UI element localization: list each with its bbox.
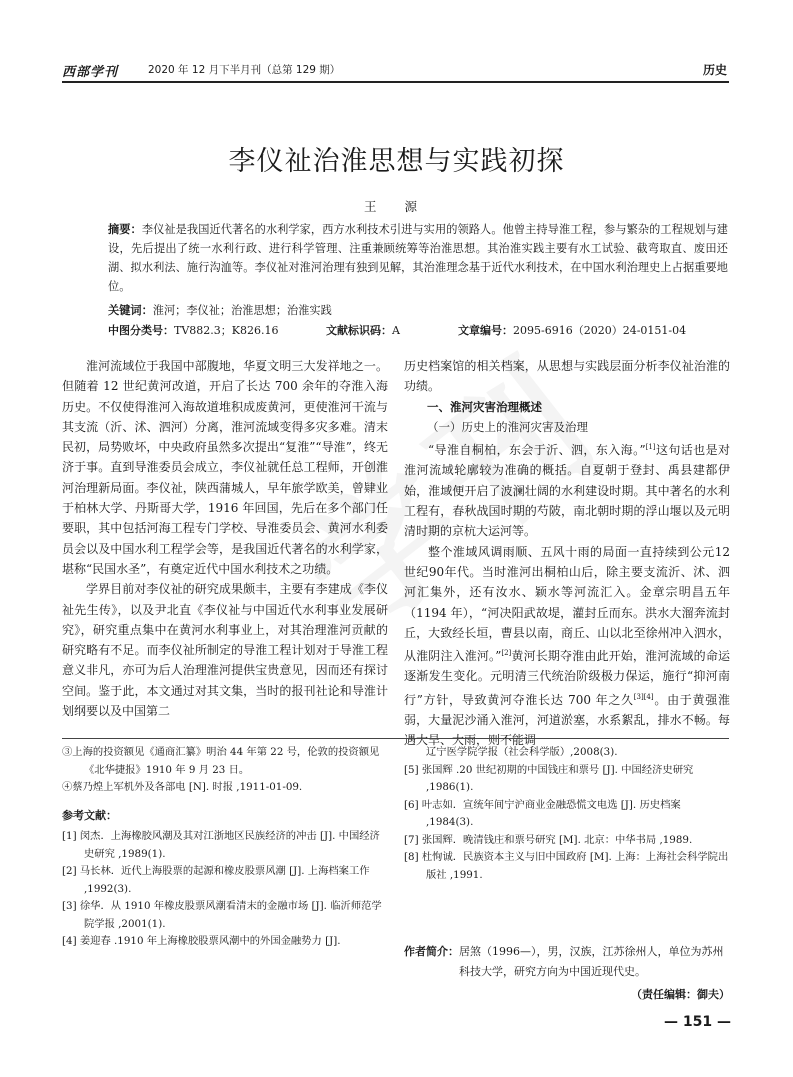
paragraph-text: 。由于黄强淮弱，大量泥沙涌入淮河，河道淤塞，水系絮乱，排水不畅。每遇大旱、大雨，则不能调 — [404, 692, 730, 748]
class-value: TV882.3；K826.16 — [174, 324, 279, 337]
section-name: 历史 — [702, 63, 727, 77]
reference-item: [5] 张国辉 .20 世纪初期的中国钱庄和票号 [J]. 中国经济史研究 ,1986(1). — [404, 763, 694, 793]
page-number: — 151 — — [664, 1014, 731, 1030]
article-title: 李仪祉治淮思想与实践初探 — [228, 146, 565, 177]
responsible-editor: （责任编辑：御夫） — [631, 988, 730, 1001]
journal-logo: 西部学刊 — [62, 65, 119, 80]
footnote-item: ③上海的投资额见《通商汇纂》明治 44 年第 22 号，伦敦的投资额见《北华捷报》1910 年 9 月 23 日。 — [62, 746, 380, 776]
body-paragraph — [404, 542, 730, 751]
reference-item: [7] 张国辉．晚清钱庄和票号研究 [M]. 北京：中华书局 ,1989. — [404, 833, 693, 846]
keywords-text: 淮河；李仪祉；治淮思想；治淮实践 — [152, 304, 332, 317]
quote-text: “导淮自桐柏，东会于沂、泗，东入海。” — [428, 443, 646, 458]
footnotes-left — [62, 744, 388, 951]
reference-item: [8] 杜恂诚．民族资本主义与旧中国政府 [M]. 上海：上海社会科学院出版社 ,1991. — [404, 851, 729, 881]
abstract-text: 李仪祉是我国近代著名的水利学家，西方水利技术引进与实用的领路人。他曾主持导淮工程，参与繁杂的工程规划与建设，先后提出了统一水利行政、进行科学管理、注重兼顾统筹等治淮思想。其治淮实践主要有水工试验、截弯取直、废田还湖、拟水利法、施行沟洫等。李仪祉对淮河治理有独到见解，其治淮理念基于近代水利技术，在中国水利治理史上占据重要地位。 — [108, 223, 728, 293]
bio-label: 作者简介： — [404, 945, 459, 958]
body-paragraph: 淮河流域位于我国中部腹地，华夏文明三大发祥地之一。但随着 12 世纪黄河改道，开启了长达 700 余年的夺淮入海历史。不仅使得淮河入海故道堆积成废黄河，更使淮河干流与其支流（沂、沭、泗河）分离，淮河流域变得多灾多难。清末民初，局势败坏，中央政府虽然多次提出“复淮”“导淮”，终无济于事。直到导淮委员会成立，李仪祉就任总工程师，开创淮河治理新局面。李仪祉，陕西蒲城人，早年旅学欧美，曾肄业于柏林大学、丹斯哥大学，1916 年回国，先后在多个部门任要职，其中包括河海工程专门学校、导淮委员会、黄河水利委员会以及中国水利工程学会等，是我国近代著名的水利学家，堪称“民国水圣”，有奠定近代中国水利技术之功绩。 — [62, 359, 388, 576]
abstract — [108, 220, 728, 296]
reference-item: [6] 叶志如．宣统年间宁沪商业金融恐慌文电选 [J]. 历史档案 ,1984(3). — [404, 798, 681, 828]
body-column-left — [62, 356, 388, 721]
articleno-label: 文章编号： — [458, 324, 513, 337]
references-right — [404, 744, 730, 884]
reference-item: [4] 姜迎春 .1910 年上海橡胶股票风潮中的外国金融势力 [J]. — [62, 935, 341, 947]
reference-item: [1] 闵杰．上海橡胶风潮及其对江浙地区民族经济的冲击 [J]. 中国经济史研究 ,1989(1). — [62, 830, 380, 860]
footnote-rule — [62, 738, 729, 739]
doccode-value: A — [392, 324, 400, 337]
reference-item: [3] 徐华．从 1910 年橡皮股票风潮看清末的金融市场 [J]. 临沂师范学院学报 ,2001(1). — [62, 900, 382, 930]
section-heading: 一、淮河灾害治理概述 — [427, 399, 542, 414]
doccode-label: 文献标识码： — [326, 324, 392, 337]
body-paragraph — [404, 437, 730, 541]
article-number — [458, 322, 686, 338]
bio-text: 居煞（1996—），男，汉族，江苏徐州人，单位为苏州科技大学，研究方向为中国近现代史。 — [459, 945, 724, 978]
classification-line — [108, 322, 728, 340]
paragraph-text: 这句话也是对淮河流域轮廓较为准确的概括。自夏朝于登封、禹县建都伊始，淮域便开启了波澜壮阔的水利建设时期。其中著名的水利工程有，春秋战国时期的芍陂，南北朝时期的浮山堰以及元明清时期的京杭大运河等。 — [404, 443, 730, 539]
keywords-label: 关键词： — [108, 304, 153, 317]
reference-item: [2] 马长林．近代上海股票的起源和橡皮股票风潮 [J]. 上海档案工作 ,1992(3). — [62, 865, 370, 895]
citation-ref: [3][4] — [633, 692, 654, 701]
citation-ref: [2] — [501, 649, 512, 658]
class-label: 中图分类号： — [108, 324, 174, 337]
abstract-label: 摘要： — [108, 223, 142, 236]
reference-continuation: 辽宁医学院学报（社会科学版）,2008(3). — [426, 746, 618, 758]
issue-info: 2020 年 12 月下半月刊（总第 129 期） — [148, 64, 341, 76]
subsection-heading: （一）历史上的淮河灾害及治理 — [427, 419, 588, 434]
paragraph-text: 黄河长期夺淮由此开始，淮河流域的命运逐渐发生变化。元明清三代统治阶级极力保运，施行“抑河南行”方针，导致黄河夺淮长达 700 年之久 — [404, 649, 730, 707]
footnote-item: ④蔡乃煌上军机外及各部电 [N]. 时报 ,1911-01-09. — [62, 781, 303, 793]
references-title: 参考文献： — [62, 808, 117, 822]
paragraph-text: 整个淮域风调雨顺、五风十雨的局面一直持续到公元12世纪90年代。当时淮河出桐柏山后，除主要支流沂、沭、泗河汇集外，还有汝水、颖水等河流汇入。金章宗明昌五年（1194 年），“河决阳武故堤，灌封丘而东。洪水大溜奔流封丘，大致经长垣，曹县以南，商丘、山以北至徐州冲入泗水，从淮阴注入淮河。” — [404, 544, 730, 664]
articleno-value: 2095-6916（2020）24-0151-04 — [513, 324, 687, 337]
document-code — [326, 322, 400, 338]
author-bio — [404, 942, 730, 982]
running-header — [62, 59, 729, 81]
citation-ref: [1] — [645, 443, 656, 452]
article-author: 王 源 — [364, 199, 429, 214]
class-number — [108, 322, 278, 338]
body-paragraph: 历史档案馆的相关档案，从思想与实践层面分析李仪祉治淮的功绩。 — [404, 359, 730, 394]
header-rule — [62, 81, 729, 83]
keywords — [108, 302, 332, 318]
body-column-right — [404, 356, 730, 751]
body-paragraph: 学界目前对李仪祉的研究成果颇丰，主要有李建成《李仪祉先生传》，以及尹北直《李仪祉与中国近代水利事业发展研究》，研究重点集中在黄河水利事业上，对其治理淮河贡献的研究略有不足。而李仪祉所制定的导淮工程计划对于导淮工程意义非凡，亦可为后人治理淮河提供宝贵意见，因而还有探讨空间。鉴于此，本文通过对其文集，当时的报刊社论和导淮计划纲要以及中国第二 — [62, 582, 388, 719]
